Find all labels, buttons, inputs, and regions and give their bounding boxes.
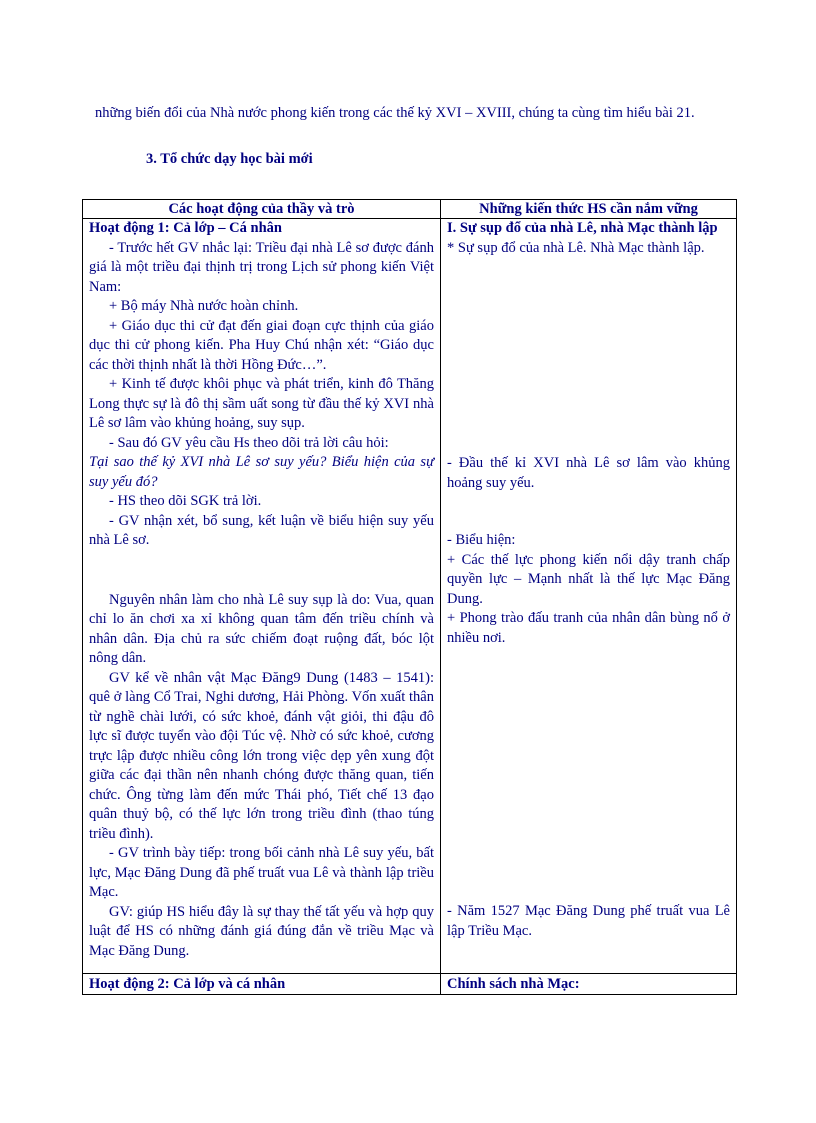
lesson-table: [82, 199, 737, 995]
left-paragraph-2: + Bộ máy Nhà nước hoàn chỉnh.: [109, 298, 299, 314]
activity-1-title: Hoạt động 1: Cả lớp – Cá nhân: [89, 220, 282, 236]
table-header-row: [83, 200, 737, 219]
header-student-knowledge: Những kiến thức HS cần nắm vững: [441, 200, 737, 219]
left-paragraph-1: - Trước hết GV nhắc lại: Triều đại nhà Lê sơ được đánh giá là một triều đại thịnh trị trong Lịch sử phong kiến Việt Nam:: [89, 239, 434, 295]
left-paragraph-9: GV kể về nhân vật Mạc Đăng9 Dung (1483 – 1541): quê ở làng Cổ Trai, Nghi dương, Hải Phòng. Vốn xuất thân từ nghề chài lưới, có sức khoẻ, đánh vật giỏi, thi đậu đô lực sĩ được tuyển vào đội Túc vệ. Nhờ có sức khoẻ, cương trực lập được nhiều công lớn trong việc dẹp yên xung đột giữa các đại thần nên nhanh chóng được thăng quan, tiến chức. Ông từng làm đến mức Thái phó, Tiết chế 13 đạo quân thuỷ bộ, có thế lực lớn trong triều đình (thao túng triều đình).: [89, 669, 434, 842]
right-heading: I. Sự sụp đổ của nhà Lê, nhà Mạc thành lập: [447, 220, 718, 236]
left-paragraph-3: + Giáo dục thi cử đạt đến giai đoạn cực thịnh của giáo dục thi cử phong kiến. Pha Huy Chú nhận xét: “Giáo dục các thời thịnh nhất là thời Hồng Đức…”.: [89, 317, 434, 373]
left-paragraph-6: - HS theo dõi SGK trả lời.: [109, 493, 262, 509]
right-paragraph-2: - Đầu thế kỉ XVI nhà Lê sơ lâm vào khủng hoảng suy yếu.: [447, 455, 730, 491]
right-paragraph-3: - Biểu hiện:: [447, 532, 516, 548]
left-paragraph-7: - GV nhận xét, bổ sung, kết luận về biểu hiện suy yếu nhà Lê sơ.: [89, 512, 434, 548]
right-cell-activity-1: [441, 219, 737, 974]
spacer: [447, 493, 730, 531]
left-paragraph-8: Nguyên nhân làm cho nhà Lê suy sụp là do: Vua, quan chỉ lo ăn chơi xa xỉ không quan tâm đến triều chính và nhân dân. Địa chủ ra sức chiếm đoạt ruộng đất, bóc lột nông dân.: [89, 591, 434, 666]
left-cell-activity-1: [83, 219, 441, 974]
spacer: [447, 258, 730, 454]
left-paragraph-4: + Kinh tế được khôi phục và phát triển, kinh đô Thăng Long thực sự là đô thị sầm uất song từ đầu thế kỷ XVI nhà Lê sơ lâm vào khủng hoảng, suy sụp.: [89, 376, 434, 431]
right-policy-heading: Chính sách nhà Mạc:: [441, 974, 737, 995]
left-paragraph-10: - GV trình bày tiếp: trong bối cảnh nhà Lê suy yếu, bất lực, Mạc Đăng Dung đã phế truất vua Lê và thành lập triều Mạc.: [89, 845, 434, 900]
right-paragraph-5: + Phong trào đấu tranh của nhân dân bùng nổ ở nhiều nơi.: [447, 610, 730, 646]
left-question: Tại sao thế kỷ XVI nhà Lê sơ suy yếu? Biểu hiện của sự suy yếu đó?: [89, 454, 434, 490]
left-paragraph-5: - Sau đó GV yêu cầu Hs theo dõi trả lời câu hỏi:: [109, 434, 389, 451]
section-title: 3. Tổ chức dạy học bài mới: [146, 151, 313, 167]
right-paragraph-6: - Năm 1527 Mạc Đăng Dung phế truất vua Lê lập Triều Mạc.: [447, 903, 730, 939]
spacer: [89, 551, 434, 591]
spacer: [447, 648, 730, 902]
table-row-activity-1: [83, 219, 737, 974]
right-paragraph-4: + Các thế lực phong kiến nổi dậy tranh chấp quyền lực – Mạnh nhất là thế lực Mạc Đăng Dung.: [447, 551, 730, 607]
header-teacher-activities: Các hoạt động của thầy và trò: [83, 200, 441, 219]
table-row-activity-2: [83, 974, 737, 995]
intro-paragraph: những biến đổi của Nhà nước phong kiến trong các thế kỷ XVI – XVIII, chúng ta cùng tìm hiểu bài 21.: [95, 105, 695, 121]
spacer-bottom: [89, 961, 434, 973]
left-paragraph-11: GV: giúp HS hiểu đây là sự thay thế tất yếu và hợp quy luật để HS có những đánh giá đúng đắn về triều Mạc và Mạc Đăng Dung.: [89, 903, 434, 959]
activity-2-title: Hoạt động 2: Cả lớp và cá nhân: [83, 974, 441, 995]
right-paragraph-1: * Sự sụp đổ của nhà Lê. Nhà Mạc thành lập.: [447, 239, 705, 256]
